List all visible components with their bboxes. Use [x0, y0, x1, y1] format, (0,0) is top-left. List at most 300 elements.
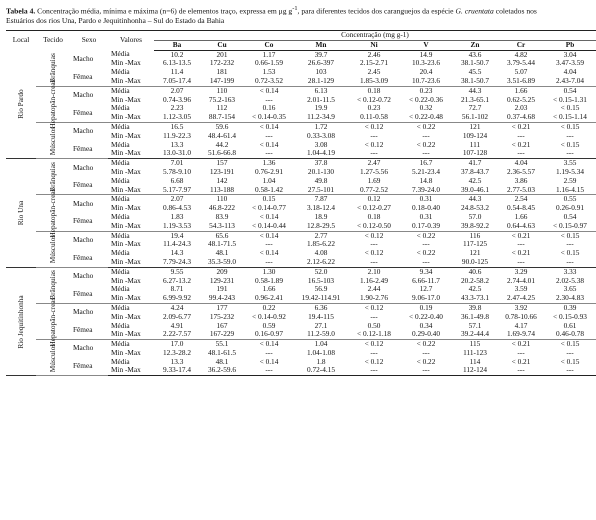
mean-value-cell: 110 — [216, 194, 228, 204]
range-value-cell: --- — [244, 366, 294, 375]
range-value-cell: --- — [566, 130, 574, 140]
value-type-label: Min -Max — [108, 113, 154, 122]
local-cell — [6, 50, 36, 159]
mean-value-cell: 4.04 — [563, 67, 577, 77]
mean-value-cell: 1.69 — [367, 175, 381, 185]
mean-value-cell: 27.1 — [314, 320, 328, 330]
header-element: Co — [244, 40, 294, 50]
caption-text-b: , para diferentes tecidos dos caranguejos da espécie — [297, 6, 456, 16]
header-element: V — [400, 40, 452, 50]
range-value-cell: --- — [400, 149, 452, 158]
value-type-label: Min -Max — [111, 58, 141, 68]
value-type-label: Min -Max — [108, 294, 154, 303]
header-concentration: Concentração (mg g-1) — [154, 31, 596, 41]
value-type-label: Min -Max — [111, 166, 141, 176]
mean-value-cell: 1.53 — [262, 67, 276, 77]
value-type-label: Min -Max — [108, 258, 154, 267]
range-value-cell: 36.2-59.6 — [200, 366, 244, 375]
range-value-cell: 6.66-11.7 — [412, 275, 440, 285]
range-value-cell: 5.21-23.4 — [412, 166, 440, 176]
range-value-cell: 2.47-4.25 — [498, 294, 544, 303]
range-value-cell: 11.2-34.9 — [294, 113, 348, 122]
range-value-cell: --- — [517, 130, 525, 140]
range-value-cell: 28.1-129 — [294, 77, 348, 86]
range-value-cell: 75.2-163 — [208, 94, 236, 104]
range-value-cell: 0.54-8.45 — [507, 203, 535, 213]
range-value-cell: 1.90-2.76 — [348, 294, 400, 303]
mean-value-cell: < 0.21 — [511, 339, 531, 349]
range-value-cell: 20.2-58.2 — [461, 275, 489, 285]
local-label: Rio Una — [16, 200, 25, 226]
mean-value-cell: 52.0 — [314, 266, 328, 276]
mean-value-cell: 4.04 — [514, 158, 528, 168]
mean-value-cell: 11.4 — [170, 67, 184, 77]
mean-value-cell: 2.59 — [563, 175, 577, 185]
value-type-label: Média — [111, 139, 130, 149]
header-valores: Valores — [108, 31, 154, 51]
mean-value-cell: 1.8 — [316, 356, 326, 366]
range-value-cell: 0.62-5.25 — [507, 94, 535, 104]
mean-value-cell: 4.82 — [514, 49, 528, 59]
mean-value-cell: 14.9 — [419, 49, 433, 59]
value-type-label: Média — [111, 356, 130, 366]
range-value-cell: 0.66-1.59 — [255, 58, 283, 68]
mean-value-cell: < 0.14 — [259, 211, 279, 221]
mean-value-cell: 157 — [216, 158, 228, 168]
value-type-label: Média — [111, 320, 130, 330]
range-value-cell: --- — [348, 366, 400, 375]
range-value-cell: 0.96-2.41 — [244, 294, 294, 303]
table-row — [6, 141, 596, 150]
range-value-cell: 38.1-50.7 — [461, 58, 489, 68]
mean-value-cell: 1.04 — [262, 175, 276, 185]
mean-value-cell: 9.34 — [419, 266, 433, 276]
value-type-label: Média — [111, 121, 130, 131]
header-element: Mn — [294, 40, 348, 50]
mean-value-cell: 4.91 — [170, 320, 184, 330]
mean-value-cell: < 0.15 — [560, 339, 580, 349]
mean-value-cell: 112 — [216, 103, 228, 113]
value-type-label: Média — [111, 248, 130, 258]
tissue-label: Hepatopân-creas — [48, 79, 57, 129]
range-value-cell: 54.3-113 — [200, 222, 244, 231]
mean-value-cell: 0.34 — [419, 320, 433, 330]
range-value-cell: 107-128 — [452, 149, 498, 158]
local-label: Rio Jequitinhonha — [16, 294, 25, 349]
range-value-cell: 88.7-154 — [200, 113, 244, 122]
mean-value-cell: 7.87 — [314, 194, 328, 204]
range-value-cell: 109-124 — [462, 130, 488, 140]
range-value-cell: < 0.14-0.77 — [252, 203, 286, 213]
sex-cell: Macho — [73, 126, 94, 136]
range-value-cell: < 0.12-1.18 — [348, 330, 400, 339]
mean-value-cell: 4.17 — [514, 320, 528, 330]
mean-value-cell: 2.77 — [314, 230, 328, 240]
tissue-label: Músculos — [48, 234, 57, 264]
sex-cell: Fêmea — [70, 68, 108, 86]
mean-value-cell: 41.7 — [468, 158, 482, 168]
range-value-cell: 36.1-49.8 — [461, 311, 489, 321]
mean-value-cell: 12.7 — [419, 284, 433, 294]
mean-value-cell: 45.5 — [468, 67, 482, 77]
value-type-label: Média — [111, 211, 130, 221]
mean-value-cell: 4.08 — [314, 248, 328, 258]
mean-value-cell: < 0.14 — [259, 339, 279, 349]
range-value-cell: 1.85-6.22 — [307, 239, 335, 249]
range-value-cell: 13.0-31.0 — [154, 149, 200, 158]
tissue-cell — [36, 122, 70, 158]
mean-value-cell: < 0.22 — [416, 339, 436, 349]
range-value-cell: < 0.12-0.72 — [357, 94, 391, 104]
mean-value-cell: < 0.12 — [364, 230, 384, 240]
range-value-cell: --- — [265, 94, 273, 104]
caption-unit-sup: -1 — [292, 5, 298, 12]
mean-value-cell: 3.92 — [514, 302, 528, 312]
range-value-cell: 21.3-65.1 — [461, 94, 489, 104]
value-type-label: Média — [111, 339, 130, 349]
mean-value-cell: < 0.15 — [560, 356, 580, 366]
value-type-label: Média — [111, 284, 130, 294]
range-value-cell: 2.43-7.04 — [544, 77, 596, 86]
table-caption — [6, 4, 546, 25]
range-value-cell: 2.01-11.5 — [307, 94, 335, 104]
range-value-cell: 2.02-5.38 — [556, 275, 584, 285]
range-value-cell: 2.15-2.71 — [360, 58, 388, 68]
range-value-cell: < 0.14-0.92 — [252, 311, 286, 321]
mean-value-cell: 4.24 — [170, 302, 184, 312]
mean-value-cell: 44.3 — [468, 194, 482, 204]
tissue-label: Brânquias — [48, 53, 57, 83]
mean-value-cell: 114 — [469, 356, 481, 366]
mean-value-cell: 0.31 — [419, 194, 433, 204]
local-label: Rio Pardo — [16, 89, 25, 119]
mean-value-cell: 1.66 — [262, 284, 276, 294]
range-value-cell: --- — [244, 258, 294, 267]
range-value-cell: --- — [348, 149, 400, 158]
range-value-cell: 0.72-4.15 — [294, 366, 348, 375]
range-value-cell: 113-188 — [200, 186, 244, 195]
mean-value-cell: 20.4 — [419, 67, 433, 77]
range-value-cell: --- — [498, 149, 544, 158]
mean-value-cell: 16.7 — [419, 158, 433, 168]
mean-value-cell: 0.22 — [262, 302, 276, 312]
range-value-cell: --- — [400, 366, 452, 375]
range-value-cell: --- — [566, 239, 574, 249]
mean-value-cell: 6.36 — [314, 302, 328, 312]
mean-value-cell: < 0.22 — [416, 139, 436, 149]
range-value-cell: 2.74-4.01 — [507, 275, 535, 285]
mean-value-cell: 2.46 — [367, 49, 381, 59]
range-value-cell: 48.4-61.4 — [208, 130, 236, 140]
mean-value-cell: < 0.22 — [416, 248, 436, 258]
mean-value-cell: 0.32 — [419, 103, 433, 113]
mean-value-cell: 44.3 — [468, 85, 482, 95]
range-value-cell: 2.77-5.03 — [498, 186, 544, 195]
table-row — [6, 249, 596, 258]
mean-value-cell: < 0.15 — [560, 230, 580, 240]
range-value-cell: 0.58-1.42 — [244, 186, 294, 195]
range-value-cell: 11.2-59.0 — [294, 330, 348, 339]
sex-cell: Fêmea — [70, 213, 108, 231]
value-type-label: Média — [111, 194, 130, 204]
range-value-cell: 129-231 — [209, 275, 235, 285]
tissue-cell — [36, 79, 70, 129]
sex-cell: Macho — [73, 271, 94, 281]
mean-value-cell: 56.9 — [314, 284, 328, 294]
mean-value-cell: 59.6 — [215, 121, 229, 131]
tissue-cell — [36, 340, 70, 376]
tissue-cell — [36, 231, 70, 267]
range-value-cell: 3.79-5.44 — [507, 58, 535, 68]
tissue-label: Hepatopân-creas — [48, 188, 57, 238]
range-value-cell: --- — [244, 149, 294, 158]
concentration-table — [6, 30, 596, 376]
range-value-cell: 5.17-7.97 — [154, 186, 200, 195]
mean-value-cell: 2.10 — [367, 266, 381, 276]
mean-value-cell: 13.3 — [170, 139, 184, 149]
mean-value-cell: 6.13 — [314, 85, 328, 95]
caption-label: Tabela 4. — [6, 6, 36, 16]
mean-value-cell: 40.6 — [468, 266, 482, 276]
sex-cell: Fêmea — [70, 285, 108, 303]
header-tecido: Tecido — [36, 31, 70, 51]
mean-value-cell: 2.07 — [170, 85, 184, 95]
mean-value-cell: 19.9 — [314, 103, 328, 113]
range-value-cell: 2.12-6.22 — [294, 258, 348, 267]
value-type-label: Média — [111, 67, 130, 77]
mean-value-cell: 37.8 — [314, 158, 328, 168]
mean-value-cell: 2.44 — [367, 284, 381, 294]
mean-value-cell: 167 — [216, 320, 228, 330]
mean-value-cell: 3.04 — [563, 49, 577, 59]
range-value-cell: --- — [498, 258, 544, 267]
mean-value-cell: 209 — [216, 266, 228, 276]
range-value-cell: --- — [348, 258, 400, 267]
range-value-cell: 1.04-1.08 — [307, 347, 335, 357]
value-type-label: Média — [111, 175, 130, 185]
tissue-cell — [36, 296, 70, 347]
range-value-cell: 147-199 — [200, 77, 244, 86]
mean-value-cell: 0.12 — [367, 194, 381, 204]
mean-value-cell: 1.66 — [514, 211, 528, 221]
mean-value-cell: < 0.12 — [364, 302, 384, 312]
local-cell — [6, 159, 36, 268]
range-value-cell: 56.1-102 — [452, 113, 498, 122]
header-element: Cr — [498, 40, 544, 50]
mean-value-cell: 48.1 — [215, 248, 229, 258]
mean-value-cell: < 0.21 — [511, 230, 531, 240]
range-value-cell: 0.33-3.08 — [307, 130, 335, 140]
range-value-cell: 123-191 — [209, 166, 235, 176]
sex-cell: Fêmea — [70, 358, 108, 376]
range-value-cell: 48.1-61.5 — [208, 347, 236, 357]
range-value-cell: 12.8-29.5 — [294, 222, 348, 231]
mean-value-cell: < 0.12 — [364, 339, 384, 349]
range-value-cell: 1.85-3.09 — [348, 77, 400, 86]
range-value-cell: < 0.14-0.35 — [244, 113, 294, 122]
range-value-cell: 1.27-5.56 — [360, 166, 388, 176]
value-type-label: Média — [111, 49, 130, 59]
mean-value-cell: 43.6 — [468, 49, 482, 59]
mean-value-cell: 0.31 — [419, 211, 433, 221]
sex-cell: Macho — [73, 343, 94, 353]
mean-value-cell: 3.65 — [563, 284, 577, 294]
mean-value-cell: 57.0 — [468, 211, 482, 221]
sex-cell: Macho — [73, 198, 94, 208]
table-row — [6, 340, 596, 349]
value-type-label: Min -Max — [111, 203, 141, 213]
mean-value-cell: 0.59 — [262, 320, 276, 330]
value-type-label: Min -Max — [111, 311, 141, 321]
mean-value-cell: < 0.21 — [511, 139, 531, 149]
mean-value-cell: < 0.21 — [511, 356, 531, 366]
mean-value-cell: 49.8 — [314, 175, 328, 185]
mean-value-cell: 7.01 — [170, 158, 184, 168]
mean-value-cell: 0.16 — [262, 103, 276, 113]
value-type-label: Min -Max — [111, 239, 141, 249]
value-type-label: Min -Max — [108, 186, 154, 195]
tissue-label: Brânquias — [48, 270, 57, 301]
range-value-cell: < 0.15-0.97 — [544, 222, 596, 231]
mean-value-cell: 3.29 — [514, 266, 528, 276]
range-value-cell: 0.17-0.39 — [400, 222, 452, 231]
range-value-cell: 1.19-5.34 — [556, 166, 584, 176]
mean-value-cell: 0.61 — [563, 320, 577, 330]
mean-value-cell: 83.9 — [215, 211, 229, 221]
range-value-cell: 1.12-3.05 — [154, 113, 200, 122]
range-value-cell: 0.18-0.40 — [412, 203, 440, 213]
value-type-label: Min -Max — [108, 77, 154, 86]
mean-value-cell: < 0.21 — [511, 121, 531, 131]
range-value-cell: 11.4-24.3 — [163, 239, 191, 249]
range-value-cell: 27.5-101 — [294, 186, 348, 195]
range-value-cell: 0.26-0.91 — [556, 203, 584, 213]
mean-value-cell: 10.2 — [170, 49, 184, 59]
mean-value-cell: 48.1 — [215, 356, 229, 366]
range-value-cell: 9.06-17.0 — [400, 294, 452, 303]
range-value-cell: 0.29-0.40 — [400, 330, 452, 339]
range-value-cell: 20.1-130 — [307, 166, 335, 176]
caption-text-a: Concentração média, mínima e máxima (n=6) de elementos traço, expressa em μg g — [35, 6, 293, 16]
mean-value-cell: 0.39 — [563, 302, 577, 312]
range-value-cell: --- — [566, 347, 574, 357]
mean-value-cell: 42.5 — [468, 175, 482, 185]
header-element: Zn — [452, 40, 498, 50]
value-type-label: Min -Max — [111, 347, 141, 357]
range-value-cell: --- — [265, 347, 273, 357]
range-value-cell: --- — [370, 347, 378, 357]
mean-value-cell: 5.07 — [514, 67, 528, 77]
mean-value-cell: 3.55 — [563, 158, 577, 168]
mean-value-cell: 0.54 — [563, 85, 577, 95]
mean-value-cell: 0.54 — [563, 211, 577, 221]
range-value-cell: 90.0-125 — [452, 258, 498, 267]
range-value-cell: 1.04-4.19 — [294, 149, 348, 158]
caption-species: G. cruentata — [455, 6, 494, 16]
mean-value-cell: < 0.14 — [259, 356, 279, 366]
range-value-cell: < 0.22-0.48 — [400, 113, 452, 122]
mean-value-cell: 2.45 — [367, 67, 381, 77]
range-value-cell: < 0.22-0.36 — [409, 94, 443, 104]
header-element: Pb — [544, 40, 596, 50]
range-value-cell: 38.1-50.7 — [452, 77, 498, 86]
range-value-cell: --- — [422, 130, 430, 140]
mean-value-cell: 1.17 — [262, 49, 276, 59]
mean-value-cell: 42.5 — [468, 284, 482, 294]
mean-value-cell: 115 — [469, 339, 481, 349]
sex-cell: Fêmea — [70, 141, 108, 159]
range-value-cell: 12.3-28.2 — [163, 347, 191, 357]
range-value-cell: 0.37-4.68 — [498, 113, 544, 122]
mean-value-cell: 0.50 — [367, 320, 381, 330]
mean-value-cell: 111 — [469, 139, 481, 149]
range-value-cell: 10.3-23.6 — [412, 58, 440, 68]
value-type-label: Min -Max — [111, 94, 141, 104]
value-type-label: Min -Max — [108, 222, 154, 231]
value-type-label: Min -Max — [108, 366, 154, 375]
value-type-label: Min -Max — [108, 149, 154, 158]
mean-value-cell: 1.66 — [514, 85, 528, 95]
range-value-cell: < 0.15-1.31 — [553, 94, 587, 104]
mean-value-cell: 121 — [469, 248, 481, 258]
mean-value-cell: 14.3 — [170, 248, 184, 258]
range-value-cell: 0.78-10.66 — [505, 311, 537, 321]
mean-value-cell: 110 — [216, 85, 228, 95]
range-value-cell: 99.4-243 — [200, 294, 244, 303]
header-sexo: Sexo — [70, 31, 108, 51]
range-value-cell: 7.39-24.0 — [400, 186, 452, 195]
range-value-cell: 39.0-46.1 — [452, 186, 498, 195]
table-row — [6, 122, 596, 131]
mean-value-cell: < 0.14 — [259, 121, 279, 131]
range-value-cell: 0.74-3.96 — [163, 94, 191, 104]
tissue-label: Músculos — [48, 126, 57, 155]
mean-value-cell: 0.55 — [563, 194, 577, 204]
mean-value-cell: 0.19 — [419, 302, 433, 312]
mean-value-cell: < 0.12 — [364, 248, 384, 258]
mean-value-cell: < 0.15 — [560, 248, 580, 258]
sex-cell: Fêmea — [70, 104, 108, 122]
range-value-cell: 0.16-0.97 — [244, 330, 294, 339]
mean-value-cell: < 0.22 — [416, 356, 436, 366]
range-value-cell: --- — [370, 311, 378, 321]
mean-value-cell: 121 — [469, 121, 481, 131]
mean-value-cell: 0.23 — [367, 103, 381, 113]
header-element: Cu — [200, 40, 244, 50]
range-value-cell: 24.8-53.2 — [461, 203, 489, 213]
range-value-cell: 39.2-44.4 — [452, 330, 498, 339]
range-value-cell: 0.58-1.89 — [255, 275, 283, 285]
value-type-label: Média — [111, 158, 130, 168]
range-value-cell: < 0.15-0.93 — [553, 311, 587, 321]
table-row — [6, 231, 596, 240]
mean-value-cell: 2.03 — [514, 103, 528, 113]
mean-value-cell: 3.59 — [514, 284, 528, 294]
table-body — [6, 50, 596, 376]
range-value-cell: 6.13-13.5 — [163, 58, 191, 68]
range-value-cell: --- — [400, 258, 452, 267]
range-value-cell: --- — [265, 239, 273, 249]
value-type-label: Média — [111, 85, 130, 95]
mean-value-cell: < 0.15 — [560, 121, 580, 131]
range-value-cell: 117-125 — [462, 239, 488, 249]
mean-value-cell: 3.86 — [514, 175, 528, 185]
mean-value-cell: 57.1 — [468, 320, 482, 330]
range-value-cell: 6.27-13.2 — [163, 275, 191, 285]
range-value-cell: 172-232 — [209, 58, 235, 68]
range-value-cell: < 0.12-0.27 — [357, 203, 391, 213]
range-value-cell: 46.8-222 — [208, 203, 236, 213]
